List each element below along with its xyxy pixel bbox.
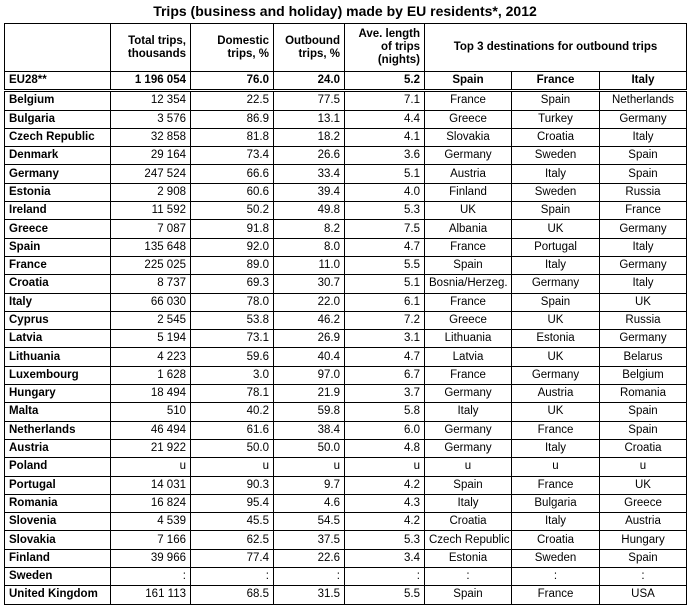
table-row <box>5 586 687 604</box>
row-domestic: 81.8 <box>191 128 274 146</box>
row-total: 225 025 <box>111 256 191 274</box>
row-destination-2: Spain <box>512 91 600 110</box>
row-country: Denmark <box>5 147 111 165</box>
row-total: 161 113 <box>111 586 191 604</box>
row-domestic: 92.0 <box>191 238 274 256</box>
table-row <box>5 110 687 128</box>
eu28-row <box>5 72 687 91</box>
table-row <box>5 385 687 403</box>
row-country: United Kingdom <box>5 586 111 604</box>
row-destination-1: Spain <box>425 476 512 494</box>
header-outbound-trips: Outbound trips, % <box>274 24 345 72</box>
row-outbound: 26.6 <box>274 147 345 165</box>
row-domestic: 50.0 <box>191 439 274 457</box>
row-destination-2: France <box>512 421 600 439</box>
row-total: 66 030 <box>111 293 191 311</box>
row-outbound: 97.0 <box>274 366 345 384</box>
table-row <box>5 330 687 348</box>
table-row <box>5 165 687 183</box>
row-country: Cyprus <box>5 311 111 329</box>
row-destination-1: UK <box>425 202 512 220</box>
row-outbound: u <box>274 458 345 476</box>
row-outbound: 8.2 <box>274 220 345 238</box>
row-total: 510 <box>111 403 191 421</box>
row-length: 4.8 <box>345 439 425 457</box>
row-destination-1: Spain <box>425 72 512 91</box>
row-country: Portugal <box>5 476 111 494</box>
row-destination-3: Russia <box>600 183 687 201</box>
row-destination-2: Italy <box>512 256 600 274</box>
row-domestic: 89.0 <box>191 256 274 274</box>
row-length: 5.3 <box>345 202 425 220</box>
row-destination-3: Spain <box>600 147 687 165</box>
row-country: EU28** <box>5 72 111 91</box>
row-destination-2: Germany <box>512 366 600 384</box>
row-destination-1: Germany <box>425 385 512 403</box>
row-destination-2: UK <box>512 220 600 238</box>
row-outbound: 59.8 <box>274 403 345 421</box>
row-country: Spain <box>5 238 111 256</box>
row-destination-2: UK <box>512 348 600 366</box>
row-destination-1: Greece <box>425 110 512 128</box>
row-destination-3: Romania <box>600 385 687 403</box>
row-outbound: 8.0 <box>274 238 345 256</box>
row-total: 2 545 <box>111 311 191 329</box>
row-domestic: 22.5 <box>191 91 274 110</box>
row-length: 7.5 <box>345 220 425 238</box>
row-total: 4 539 <box>111 513 191 531</box>
row-destination-2: Italy <box>512 439 600 457</box>
row-length: 7.1 <box>345 91 425 110</box>
row-outbound: 54.5 <box>274 513 345 531</box>
row-length: 4.1 <box>345 128 425 146</box>
row-domestic: 45.5 <box>191 513 274 531</box>
row-total: 5 194 <box>111 330 191 348</box>
row-destination-2: Austria <box>512 385 600 403</box>
row-outbound: 49.8 <box>274 202 345 220</box>
row-domestic: 62.5 <box>191 531 274 549</box>
header-top-destinations: Top 3 destinations for outbound trips <box>425 24 687 72</box>
header-domestic-trips: Domestic trips, % <box>191 24 274 72</box>
table-row <box>5 568 687 586</box>
row-destination-3: Germany <box>600 220 687 238</box>
row-outbound: 30.7 <box>274 275 345 293</box>
row-destination-1: Croatia <box>425 513 512 531</box>
row-country: Estonia <box>5 183 111 201</box>
header-row <box>5 24 687 72</box>
row-destination-1: France <box>425 91 512 110</box>
row-destination-3: : <box>600 568 687 586</box>
row-length: 5.3 <box>345 531 425 549</box>
row-outbound: 37.5 <box>274 531 345 549</box>
row-domestic: 3.0 <box>191 366 274 384</box>
table-row <box>5 202 687 220</box>
table-row <box>5 183 687 201</box>
row-total: 46 494 <box>111 421 191 439</box>
row-destination-1: Spain <box>425 586 512 604</box>
table-row <box>5 513 687 531</box>
row-domestic: 73.4 <box>191 147 274 165</box>
row-destination-3: Germany <box>600 330 687 348</box>
row-country: Luxembourg <box>5 366 111 384</box>
row-destination-1: Albania <box>425 220 512 238</box>
row-outbound: 39.4 <box>274 183 345 201</box>
row-country: Italy <box>5 293 111 311</box>
table-row <box>5 494 687 512</box>
row-destination-3: Belarus <box>600 348 687 366</box>
row-domestic: 69.3 <box>191 275 274 293</box>
row-country: Netherlands <box>5 421 111 439</box>
row-destination-2: UK <box>512 403 600 421</box>
row-domestic: 50.2 <box>191 202 274 220</box>
row-outbound: 50.0 <box>274 439 345 457</box>
row-domestic: 95.4 <box>191 494 274 512</box>
row-destination-1: Spain <box>425 256 512 274</box>
row-country: Bulgaria <box>5 110 111 128</box>
row-destination-3: Spain <box>600 549 687 567</box>
table-row <box>5 439 687 457</box>
row-country: Lithuania <box>5 348 111 366</box>
row-length: 4.0 <box>345 183 425 201</box>
row-outbound: 11.0 <box>274 256 345 274</box>
table-row <box>5 311 687 329</box>
row-country: Ireland <box>5 202 111 220</box>
row-domestic: 61.6 <box>191 421 274 439</box>
row-total: 247 524 <box>111 165 191 183</box>
row-outbound: 13.1 <box>274 110 345 128</box>
row-total: 12 354 <box>111 91 191 110</box>
row-domestic: 76.0 <box>191 72 274 91</box>
row-destination-3: Greece <box>600 494 687 512</box>
row-outbound: 26.9 <box>274 330 345 348</box>
row-length: 5.2 <box>345 72 425 91</box>
row-total: 8 737 <box>111 275 191 293</box>
row-country: France <box>5 256 111 274</box>
row-length: 3.7 <box>345 385 425 403</box>
row-domestic: 68.5 <box>191 586 274 604</box>
row-outbound: 18.2 <box>274 128 345 146</box>
row-total: 32 858 <box>111 128 191 146</box>
row-destination-2: Sweden <box>512 183 600 201</box>
row-country: Finland <box>5 549 111 567</box>
table-row <box>5 293 687 311</box>
row-destination-3: France <box>600 202 687 220</box>
row-destination-2: Germany <box>512 275 600 293</box>
row-destination-1: Slovakia <box>425 128 512 146</box>
row-country: Slovakia <box>5 531 111 549</box>
table-row <box>5 256 687 274</box>
row-outbound: 22.0 <box>274 293 345 311</box>
row-destination-3: u <box>600 458 687 476</box>
header-average-length: Ave. length of trips (nights) <box>345 24 425 72</box>
row-total: 18 494 <box>111 385 191 403</box>
row-domestic: 86.9 <box>191 110 274 128</box>
row-destination-3: USA <box>600 586 687 604</box>
row-destination-1: Germany <box>425 439 512 457</box>
row-country: Sweden <box>5 568 111 586</box>
row-domestic: 90.3 <box>191 476 274 494</box>
row-destination-2: Italy <box>512 513 600 531</box>
row-length: 5.5 <box>345 586 425 604</box>
row-domestic: 53.8 <box>191 311 274 329</box>
row-destination-3: UK <box>600 293 687 311</box>
row-domestic: 66.6 <box>191 165 274 183</box>
row-total: : <box>111 568 191 586</box>
row-outbound: 31.5 <box>274 586 345 604</box>
row-country: Czech Republic <box>5 128 111 146</box>
table-body <box>5 72 687 605</box>
row-destination-1: Germany <box>425 147 512 165</box>
row-destination-2: u <box>512 458 600 476</box>
row-outbound: 46.2 <box>274 311 345 329</box>
table-row <box>5 238 687 256</box>
row-destination-1: France <box>425 293 512 311</box>
table-title: Trips (business and holiday) made by EU residents*, 2012 <box>153 3 537 19</box>
row-country: Austria <box>5 439 111 457</box>
row-destination-1: Estonia <box>425 549 512 567</box>
header-country <box>5 24 111 72</box>
row-domestic: : <box>191 568 274 586</box>
row-destination-3: UK <box>600 476 687 494</box>
row-destination-1: France <box>425 366 512 384</box>
row-destination-2: France <box>512 72 600 91</box>
header-total-trips: Total trips, thousands <box>111 24 191 72</box>
row-destination-3: Spain <box>600 421 687 439</box>
row-destination-2: Sweden <box>512 147 600 165</box>
row-destination-1: Bosnia/Herzeg. <box>425 275 512 293</box>
table-row <box>5 220 687 238</box>
row-country: Germany <box>5 165 111 183</box>
row-length: 4.2 <box>345 513 425 531</box>
row-destination-3: Italy <box>600 238 687 256</box>
row-length: 5.1 <box>345 165 425 183</box>
row-domestic: 78.0 <box>191 293 274 311</box>
row-total: 135 648 <box>111 238 191 256</box>
row-country: Belgium <box>5 91 111 110</box>
row-outbound: 9.7 <box>274 476 345 494</box>
row-total: 4 223 <box>111 348 191 366</box>
row-length: 4.3 <box>345 494 425 512</box>
row-length: 7.2 <box>345 311 425 329</box>
row-total: 11 592 <box>111 202 191 220</box>
row-destination-1: : <box>425 568 512 586</box>
table-row <box>5 403 687 421</box>
row-domestic: 60.6 <box>191 183 274 201</box>
row-destination-3: Italy <box>600 128 687 146</box>
row-outbound: 21.9 <box>274 385 345 403</box>
row-length: 4.4 <box>345 110 425 128</box>
row-length: u <box>345 458 425 476</box>
row-outbound: 22.6 <box>274 549 345 567</box>
row-destination-3: Russia <box>600 311 687 329</box>
row-domestic: 91.8 <box>191 220 274 238</box>
row-length: 4.7 <box>345 348 425 366</box>
row-destination-3: Germany <box>600 256 687 274</box>
table-row <box>5 421 687 439</box>
row-total: 7 166 <box>111 531 191 549</box>
row-destination-2: France <box>512 476 600 494</box>
table-row <box>5 549 687 567</box>
row-total: 1 196 054 <box>111 72 191 91</box>
row-destination-2: Spain <box>512 293 600 311</box>
row-destination-2: : <box>512 568 600 586</box>
row-length: : <box>345 568 425 586</box>
row-country: Slovenia <box>5 513 111 531</box>
row-country: Poland <box>5 458 111 476</box>
row-destination-1: Italy <box>425 403 512 421</box>
row-destination-1: Latvia <box>425 348 512 366</box>
row-domestic: 77.4 <box>191 549 274 567</box>
row-destination-1: u <box>425 458 512 476</box>
row-total: 29 164 <box>111 147 191 165</box>
row-outbound: 24.0 <box>274 72 345 91</box>
row-destination-2: France <box>512 586 600 604</box>
row-length: 4.2 <box>345 476 425 494</box>
row-destination-3: Germany <box>600 110 687 128</box>
row-destination-1: Germany <box>425 421 512 439</box>
row-length: 6.0 <box>345 421 425 439</box>
table-row <box>5 458 687 476</box>
row-domestic: 40.2 <box>191 403 274 421</box>
row-destination-3: Belgium <box>600 366 687 384</box>
row-domestic: 73.1 <box>191 330 274 348</box>
row-total: 7 087 <box>111 220 191 238</box>
row-destination-2: Sweden <box>512 549 600 567</box>
row-total: 16 824 <box>111 494 191 512</box>
row-total: 3 576 <box>111 110 191 128</box>
row-destination-3: Italy <box>600 72 687 91</box>
row-destination-2: Italy <box>512 165 600 183</box>
row-destination-3: Austria <box>600 513 687 531</box>
row-outbound: 4.6 <box>274 494 345 512</box>
row-destination-1: Czech Republic <box>425 531 512 549</box>
row-destination-1: Austria <box>425 165 512 183</box>
row-total: 1 628 <box>111 366 191 384</box>
table-row <box>5 348 687 366</box>
row-destination-2: Croatia <box>512 128 600 146</box>
row-outbound: 38.4 <box>274 421 345 439</box>
row-total: 39 966 <box>111 549 191 567</box>
row-outbound: : <box>274 568 345 586</box>
row-destination-1: Greece <box>425 311 512 329</box>
row-length: 5.5 <box>345 256 425 274</box>
row-destination-3: Spain <box>600 165 687 183</box>
row-destination-2: UK <box>512 311 600 329</box>
row-destination-2: Portugal <box>512 238 600 256</box>
row-destination-3: Croatia <box>600 439 687 457</box>
table-row <box>5 128 687 146</box>
row-length: 5.1 <box>345 275 425 293</box>
row-domestic: 59.6 <box>191 348 274 366</box>
row-country: Latvia <box>5 330 111 348</box>
trips-table <box>4 23 687 605</box>
row-destination-3: Netherlands <box>600 91 687 110</box>
row-destination-3: Spain <box>600 403 687 421</box>
row-total: 2 908 <box>111 183 191 201</box>
row-domestic: 78.1 <box>191 385 274 403</box>
row-destination-2: Turkey <box>512 110 600 128</box>
table-row <box>5 91 687 110</box>
table-row <box>5 366 687 384</box>
row-destination-1: Finland <box>425 183 512 201</box>
row-destination-1: France <box>425 238 512 256</box>
row-total: 21 922 <box>111 439 191 457</box>
row-outbound: 33.4 <box>274 165 345 183</box>
row-length: 5.8 <box>345 403 425 421</box>
row-country: Greece <box>5 220 111 238</box>
row-destination-2: Spain <box>512 202 600 220</box>
row-outbound: 40.4 <box>274 348 345 366</box>
row-length: 3.1 <box>345 330 425 348</box>
row-length: 4.7 <box>345 238 425 256</box>
row-destination-3: Italy <box>600 275 687 293</box>
row-destination-1: Italy <box>425 494 512 512</box>
row-destination-2: Croatia <box>512 531 600 549</box>
row-destination-1: Lithuania <box>425 330 512 348</box>
row-country: Malta <box>5 403 111 421</box>
row-length: 3.4 <box>345 549 425 567</box>
row-total: 14 031 <box>111 476 191 494</box>
row-domestic: u <box>191 458 274 476</box>
table-row <box>5 275 687 293</box>
row-length: 6.7 <box>345 366 425 384</box>
row-country: Romania <box>5 494 111 512</box>
row-length: 6.1 <box>345 293 425 311</box>
row-destination-2: Bulgaria <box>512 494 600 512</box>
row-country: Hungary <box>5 385 111 403</box>
row-length: 3.6 <box>345 147 425 165</box>
row-outbound: 77.5 <box>274 91 345 110</box>
row-destination-2: Estonia <box>512 330 600 348</box>
row-total: u <box>111 458 191 476</box>
row-country: Croatia <box>5 275 111 293</box>
table-row <box>5 531 687 549</box>
table-row <box>5 147 687 165</box>
row-destination-3: Hungary <box>600 531 687 549</box>
table-row <box>5 476 687 494</box>
